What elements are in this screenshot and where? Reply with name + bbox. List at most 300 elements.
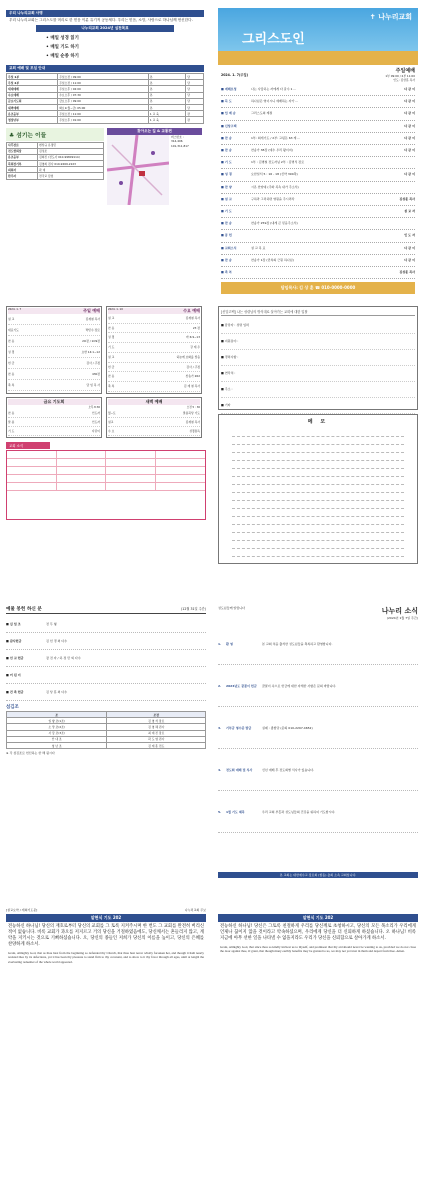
friday-title: 금요 기도회 xyxy=(8,399,100,405)
offering-row xyxy=(6,616,206,633)
offering-type: ■ 어 린 이 xyxy=(6,673,21,677)
offering-row xyxy=(6,650,206,667)
order-content xyxy=(251,267,385,278)
cell-col-leader: 조장 xyxy=(107,712,206,718)
cell-leader: 김 영 혜 권사 xyxy=(107,724,206,730)
memo-line xyxy=(232,453,404,461)
schedule-cell: 주일 2부 xyxy=(7,80,58,86)
worship-value: 마 6:9~13 xyxy=(186,335,200,340)
worship-row xyxy=(8,336,100,347)
footer-banner: 담임목사: 김 상 훈 ☎ 010-0000-0000 xyxy=(221,282,415,294)
prayer-header-right: 나누리교회 주보 xyxy=(184,908,206,912)
worship-row xyxy=(8,369,100,380)
order-content: 설 교 목 표 xyxy=(251,245,266,250)
worship-row xyxy=(8,427,100,436)
cell-row xyxy=(7,742,206,748)
page-6 xyxy=(218,908,418,1194)
mission-text: 우리 나누리교회는 그리스도를 머리로 한 믿음 이룬 유기적 공동체다. 우리는 믿음, 소망, 사랑으로 하나님께 헌신한다. xyxy=(9,18,193,22)
form-row: ■ 지원분야 : xyxy=(221,334,415,350)
page-2-left xyxy=(6,306,206,572)
schedule-cell: 주일 1부 xyxy=(7,74,58,80)
worship-value: 하늘에 보화를 쌓음 xyxy=(176,354,200,359)
order-item: ■ 봉 헌 xyxy=(221,233,232,238)
news-title: 나누리 소식 xyxy=(381,607,418,615)
page-2-right xyxy=(218,306,418,572)
worship-label: 성 경 xyxy=(108,335,115,340)
worship-row xyxy=(108,324,200,334)
memo-line xyxy=(232,525,404,533)
order-content: 1부 : 김병철 전도자님 2부 : 김병식 장로 xyxy=(251,160,305,165)
news-detail: 꿈꿀이 속으로 헌금에 대한 자세한 사항은 문의 바랍니다. xyxy=(262,683,337,688)
order-person: 다 같 이 xyxy=(404,87,415,91)
worship-value: 인도자 xyxy=(91,410,100,415)
schedule-cell: 유초등부 xyxy=(7,111,58,117)
worship-value: 성경통독 xyxy=(189,428,200,433)
news-detail: 본 교회 처음 출석한 성도님들을 축복하고 환영합니다. xyxy=(262,641,333,646)
order-person: 다 같 이 xyxy=(404,99,415,104)
order-content: 찬송가 259장 (내게 큰 믿음주소서) xyxy=(251,221,298,226)
offering-names: 김 상 훈 외 다수 xyxy=(46,690,68,694)
news-num: 4. xyxy=(218,767,222,772)
order-of-worship xyxy=(218,84,418,279)
offering-type: ■ 건 축 헌금 xyxy=(6,690,24,694)
goals-list xyxy=(6,32,204,63)
cell-group: 청 년 조 xyxy=(7,742,107,748)
cell-header: 섬김조 xyxy=(6,705,19,710)
cell-group: 소 망 조(2조) xyxy=(7,724,107,730)
schedule-cell: 주일오후 / 01:00 xyxy=(58,117,149,123)
prayer-korean-2: 전능하신 하나님! 당신은 그토록 친절하게 우리를 당신께로 초청하시고, 당신의 모든 목소리가 우리에게 언제나 끊이지 않을 것이라고 약속하셨으며, 우리에게 당신을 더 신뢰하게 하셨습니다. 오 하나님! 비록 지금에 아무 선한 일을 나타낼 수 없을지라도 우리가 당신을 신뢰함으로 살아가게 하소서. xyxy=(220,924,416,942)
bus-number: 314,406 xyxy=(171,139,183,143)
order-row xyxy=(221,133,415,145)
worship-value: 김재철 목사 xyxy=(85,317,100,321)
map-image xyxy=(107,135,169,205)
wednesday-title: 수요 예배 xyxy=(183,308,200,313)
worship-label: 말 씀 xyxy=(8,419,15,424)
memo-line xyxy=(232,549,404,557)
order-content: 시온 찬양대 (주와 족속 내가 주소서) xyxy=(251,184,299,189)
sunday-date: 2024. 1. 7 xyxy=(8,308,22,311)
worship-row xyxy=(108,372,200,382)
order-item: ■ 기 도 xyxy=(221,209,232,214)
memo-line xyxy=(232,493,404,501)
order-item: ■ 찬 송 xyxy=(221,135,232,140)
memo-line xyxy=(232,469,404,477)
order-row xyxy=(221,145,415,157)
schedule-cell: 관 xyxy=(186,117,204,123)
worship-row xyxy=(108,343,200,353)
service-time: 1부 09:00 / 2부 11:00 xyxy=(385,74,415,78)
order-person xyxy=(385,218,415,229)
worship-value: 김재철 목사 xyxy=(185,316,200,320)
worship-row xyxy=(8,347,100,358)
order-person xyxy=(385,157,415,168)
schedule-cell: 당 xyxy=(186,104,204,110)
order-content xyxy=(251,230,385,241)
server-row xyxy=(7,173,104,179)
worship-row xyxy=(8,358,100,369)
schedule-cell: 수요오후 / 07:30 xyxy=(58,92,149,98)
cross-icon: ✝ xyxy=(369,13,379,21)
goal-item: • 매일 성경 읽기 xyxy=(46,36,79,41)
worship-value: 인도자 xyxy=(91,419,100,424)
server-name: 전국교 담임 xyxy=(38,173,104,179)
server-name: 변상규 유정민 xyxy=(38,142,104,148)
news-item xyxy=(218,749,418,791)
order-row xyxy=(221,267,415,279)
order-item: ■ 교회소식 xyxy=(221,245,237,250)
worship-value: 담 임 목 사 xyxy=(86,383,100,387)
schedule-cell: 주일오전 / 11:00 xyxy=(58,80,149,86)
worship-label: 헌 금 xyxy=(8,361,15,365)
cell-table xyxy=(6,711,206,749)
order-row xyxy=(221,206,415,218)
order-row xyxy=(221,169,415,181)
order-row xyxy=(221,121,415,133)
worship-label: 찬 송 xyxy=(8,410,15,415)
order-item: ■ 찬 송 xyxy=(221,257,232,262)
news-item xyxy=(218,665,418,707)
mission-header: 우리 나누리교회 사명 xyxy=(6,10,204,17)
schedule-row xyxy=(7,117,204,123)
news-num: 1. xyxy=(218,641,222,646)
cell-group: 사 랑 조(3조) xyxy=(7,730,107,736)
news-detail: 우리 교회 부흥과 성도님들의 건강을 위하여 기도합시다. xyxy=(262,809,336,814)
order-content xyxy=(251,121,385,132)
order-content: 찬송가 38장 (예수 우리 왕이여) xyxy=(251,148,293,153)
memo-line xyxy=(232,517,404,525)
form-row: ■ 주소 : xyxy=(221,382,415,398)
news-footer: 본 교회는 대한예수교 장로회 (합동) 총회 소속 교회입니다. xyxy=(218,872,418,878)
offering-header: 교회 소식 xyxy=(6,442,50,449)
order-content: 하나님은 영이시니 예배하는 자가 ... xyxy=(251,99,299,104)
worship-value: 430장 xyxy=(91,372,100,376)
order-content xyxy=(251,206,385,217)
worship-value: 감사 / 주정 xyxy=(86,361,100,365)
schedule-cell: 수요예배 xyxy=(7,92,58,98)
offering-row xyxy=(6,684,206,701)
order-person: 김상훈 목사 xyxy=(399,270,415,275)
news-topic: 전도회 예배 및 식사 xyxy=(226,767,253,772)
server-role: 목회장기부 xyxy=(7,161,38,167)
schedule-cell: 당 xyxy=(186,98,204,104)
banner-title: 그리스도인 xyxy=(242,32,305,47)
offering-row xyxy=(6,667,206,684)
page-5 xyxy=(6,908,206,1194)
order-item: ■ 묵 도 xyxy=(221,99,232,104)
order-person: 김상훈 목사 xyxy=(399,196,415,201)
order-person: 다 같 이 xyxy=(404,245,415,250)
worship-value: 23 장 xyxy=(192,325,200,330)
schedule-cell: 1 교 육 xyxy=(148,111,185,117)
worship-row xyxy=(8,409,100,418)
schedule-cell: 주일오후 / 02:00 xyxy=(58,86,149,92)
worship-label: 찬 송 xyxy=(8,339,15,343)
schedule-cell: 새벽예배 xyxy=(7,104,58,110)
person-icon: ♣ xyxy=(9,132,17,139)
order-person: 다 같 이 xyxy=(404,123,415,128)
prayer-header-left: [설교요약 / 개회기도문] xyxy=(6,908,38,912)
servers-header: ♣ 섬기는 이들 xyxy=(6,128,104,141)
cell-group: 안 내 조 xyxy=(7,736,107,742)
worship-label: 성 경 xyxy=(8,350,15,354)
order-content: 찬송가 1장 (만복의 근원 하나님) xyxy=(251,257,294,262)
worship-label: 설 교 xyxy=(108,316,115,320)
schedule-cell: 당 xyxy=(186,74,204,80)
goal-item: • 매일 기도 하기 xyxy=(46,45,79,50)
form-row: ■ 담당자 : 성명 입력 xyxy=(221,318,415,334)
order-item: ■ 축 복 xyxy=(221,270,232,275)
order-row xyxy=(221,230,415,242)
offering-grid xyxy=(6,450,206,520)
order-row xyxy=(221,194,415,206)
worship-label: 찬 송 xyxy=(8,372,15,376)
news-topic: 1월 기도 제목 xyxy=(226,809,245,814)
server-name: 곽 대 xyxy=(38,167,104,173)
worship-row xyxy=(108,363,200,373)
schedule-table xyxy=(6,73,204,124)
offering-type: ■ 감사헌금 xyxy=(6,639,22,643)
friday-time: 오후 8:30 xyxy=(88,405,100,409)
order-person: 인 도 자 xyxy=(404,233,415,238)
news-date: (2024년 1월 7일 주간) xyxy=(386,616,418,620)
worship-row xyxy=(108,314,200,324)
location-header: 찾아오는 길 & 교통편 xyxy=(107,128,202,135)
schedule-cell: 본 xyxy=(148,80,185,86)
schedule-cell: 본 xyxy=(148,74,185,80)
order-content: 요한일서 5 : 16 - 18 (신약 390쪽) xyxy=(251,172,298,177)
order-row xyxy=(221,157,415,169)
wednesday-date: 2024. 1. 10 xyxy=(108,308,123,311)
cell-col-group: 조 xyxy=(7,712,107,718)
offering-names xyxy=(46,667,206,683)
worship-row xyxy=(8,314,100,325)
worship-label: 기 도 xyxy=(108,345,115,350)
schedule-cell: 대대예배 xyxy=(7,86,58,92)
memo-line xyxy=(232,437,404,445)
worship-value: 강 재 우 xyxy=(190,345,200,350)
page-4 xyxy=(218,606,418,880)
worship-value: 감사 / 주정 xyxy=(186,364,200,369)
offering-names: 김 선 경 외 다수 xyxy=(46,639,68,643)
news-header-left: 성도님들께 알립니다 xyxy=(218,606,246,610)
worship-row xyxy=(108,382,200,392)
order-person: 다 같 이 xyxy=(404,257,415,262)
order-person: 설 교 자 xyxy=(404,209,415,214)
cell-group: 일 향 조(1조) xyxy=(7,718,107,724)
order-content: 그리스도의 계절 xyxy=(251,111,273,116)
form-header: [신앙고백] 나는 성령님의 방식대로 살아가는 교회에 대한 입찰 xyxy=(221,309,415,316)
offering-date: (12월 31일 주간) xyxy=(181,607,206,611)
worship-label: 축 복 xyxy=(8,383,15,387)
page-1-right xyxy=(218,8,418,296)
memo-line xyxy=(232,501,404,509)
offering-type: ■ 십 일 조 xyxy=(6,622,21,626)
worship-value: 김 재 철 목사 xyxy=(183,383,200,388)
news-num: 3. xyxy=(218,725,222,730)
worship-value: 말씀묵상 기도 xyxy=(182,410,200,415)
order-item: ■ 신앙고백 xyxy=(221,123,237,128)
memo-line xyxy=(232,477,404,485)
schedule-cell: 화요1(월~금) 05:00 xyxy=(58,104,149,110)
goal-item: • 매일 순종 하기 xyxy=(46,54,79,59)
order-row xyxy=(221,96,415,108)
cell-leader: 김 영 석 장로 xyxy=(107,718,206,724)
form-row: ■ 경력사항 : xyxy=(221,350,415,366)
worship-value: 2O장 / 1O9장 xyxy=(82,339,100,343)
order-item: ■ 찬 송 xyxy=(221,148,232,153)
servers-table xyxy=(6,142,104,180)
schedule-cell: 관 xyxy=(186,111,204,117)
news-topic: 환 영 xyxy=(226,641,233,646)
news-item xyxy=(218,707,418,749)
server-name: 김희진 (전도사 010-99809114) xyxy=(38,154,104,160)
order-person: 다 같 이 xyxy=(404,172,415,177)
order-row xyxy=(221,108,415,120)
prayer-korean: 전능하신 하나님! 당신의 재호로부터 당신의 교회를 그 토록 지켜주시며 한 번도 그 교회를 완전히 버리신 적이 없습니다. 비록 교회가 과오를 저지르고 거의 당신을 거절하였음에도, 당신께서는 흔들리지 않고, 계약을 지키시는 것으로 기뻐하셨습니다. 오, 당신의 종들인 저희가 당신의 이름을 높이고, 당신의 은혜를 찬양하게 하소서. xyxy=(8,924,204,948)
order-item: ■ 예배로청 xyxy=(221,87,237,91)
news-topic: 기부금 영수증 발급 xyxy=(226,725,252,730)
preacher: 인도: 김상훈 목사 xyxy=(393,78,415,82)
schedule-cell: 본 xyxy=(148,104,185,110)
order-row xyxy=(221,182,415,194)
bus-number: 101,311,817 xyxy=(171,143,189,148)
schedule-cell: 당 xyxy=(186,86,204,92)
order-row xyxy=(221,218,415,230)
order-content: 나는 사랑하는 자에게 다 갈수 1 ... xyxy=(251,87,297,91)
offering-names: 전 무 형 xyxy=(46,622,57,626)
order-item: ■ 성 경 xyxy=(221,172,232,177)
server-name: 김영희 권사 010-9269-2223 xyxy=(38,161,104,167)
worship-value: 박민수 장로 xyxy=(85,328,100,332)
worship-label: 헌 금 xyxy=(108,364,115,369)
cell-leader: 김 재 훈 전도 xyxy=(107,742,206,748)
schedule-cell: 청장년부 xyxy=(7,117,58,123)
schedule-cell: 본 xyxy=(148,92,185,98)
server-role: 한주자 xyxy=(7,173,38,179)
page-3 xyxy=(6,606,206,880)
schedule-cell: 주일오전 / 09:00 xyxy=(58,74,149,80)
sunday-title: 주일 예배 xyxy=(83,308,100,313)
offering-names: 장 전 자 / 하 정 만 외 다수 xyxy=(46,656,81,660)
news-num: 2. xyxy=(218,683,222,688)
order-content: 구하라 그리하면 영원을 주시리라 xyxy=(251,196,295,201)
worship-label: 축 복 xyxy=(108,383,115,388)
worship-row xyxy=(8,418,100,427)
order-row xyxy=(221,243,415,255)
cell-leader: 최 예 진 장로 xyxy=(107,730,206,736)
prayer-title-2: 알현식 기도 202 xyxy=(218,914,418,922)
page-1-left xyxy=(6,8,204,296)
schedule-cell: 당 xyxy=(186,80,204,86)
news-detail: 실제 : 종합당 (문의 010-2297-4652) xyxy=(262,725,313,730)
memo-line xyxy=(232,541,404,549)
order-item: ■ 찬 양 xyxy=(221,184,232,189)
schedule-cell: 주일오전 / 11:00 xyxy=(58,111,149,117)
worship-label: 월~토 xyxy=(108,410,116,415)
worship-value: 다같이 xyxy=(91,428,100,433)
prayer-english: Grant, Almighty God, that as thou hast from the beginning so defended thy Church, that thou hast never wholly forsaken her, and though it hath nearly resisted thee by its defections, yet it has been thy pleasure to stand firm to thy covenant, and to show to it thy favor through all ages, until at length the everlasting redeemer of the whole world appeared. xyxy=(8,951,204,964)
worship-label: 대표기도 xyxy=(8,328,19,332)
worship-label: 수 요 xyxy=(108,428,115,433)
worship-value: 김재철 목사 xyxy=(185,419,200,424)
church-logo: ✝ 나누리교회 xyxy=(369,13,412,21)
order-item: ■ 입 례 송 xyxy=(221,111,236,116)
worship-label: 기 도 xyxy=(8,428,15,433)
news-detail: 신년 예배 후 전도회별 식사가 있습니다. xyxy=(262,767,315,772)
order-item: ■ 찬 송 xyxy=(221,221,232,226)
order-row xyxy=(221,255,415,267)
memo-title: 메 모 xyxy=(307,419,329,425)
offering-type: ■ 선 교 헌금 xyxy=(6,656,24,660)
bus-label: 버스번호 : xyxy=(171,134,184,139)
schedule-header: 교회 예배 및 모임 안내 xyxy=(6,65,204,72)
memo-line xyxy=(232,509,404,517)
worship-row xyxy=(108,427,200,436)
news-item xyxy=(218,623,418,665)
order-person: 다 같 이 xyxy=(404,111,415,116)
memo-line xyxy=(232,533,404,541)
cell-note: ※ 각 섬김조로 헌신하는 한 해 됩시다 xyxy=(6,751,55,756)
schedule-cell: 금요오후 / 09:00 xyxy=(58,98,149,104)
schedule-cell: 금요기도회 xyxy=(7,98,58,104)
news-topic: 2024년도 꿈꿀이 헌금 xyxy=(226,683,257,688)
schedule-cell: 본 xyxy=(148,86,185,92)
memo-line xyxy=(232,461,404,469)
prayer-title: 알현식 기도 202 xyxy=(6,914,206,922)
bulletin-date: 2024. 1. 7(주일) xyxy=(221,73,249,77)
news-item xyxy=(218,791,418,833)
worship-value: 요한 14:1~12 xyxy=(81,350,100,354)
order-person: 다 같 이 xyxy=(404,135,415,140)
worship-row xyxy=(108,353,200,363)
worship-label: 설 교 xyxy=(108,354,115,359)
worship-row xyxy=(8,380,100,391)
server-name: 김성조 xyxy=(38,148,104,154)
service-title: 주일예배 xyxy=(395,68,415,74)
order-content: 1부: 회개기도 / 2부: 고린돈 63 계 ... xyxy=(251,135,301,140)
order-person xyxy=(385,182,415,193)
goals-header: 나누리교회 2024년 실천목표 xyxy=(36,25,174,32)
schedule-cell: 당 xyxy=(186,92,204,98)
worship-label: 찬 송 xyxy=(108,374,115,379)
dawn-time: 오전 5 : 30 xyxy=(186,405,200,409)
server-role: 사무장로 xyxy=(7,142,38,148)
form-row: ■ 기타 xyxy=(221,398,415,414)
memo-line xyxy=(232,445,404,453)
order-row xyxy=(221,84,415,96)
memo-line xyxy=(232,485,404,493)
worship-row xyxy=(8,325,100,336)
dawn-title: 새벽 예배 xyxy=(108,399,200,405)
worship-row xyxy=(108,409,200,418)
memo-line xyxy=(232,429,404,437)
order-item: ■ 기 도 xyxy=(221,160,232,165)
form-row: ■ 연락처 : xyxy=(221,366,415,382)
schedule-cell: 본 xyxy=(148,98,185,104)
worship-label: 설교 xyxy=(108,419,114,424)
offering-title: 예물 봉헌 하신 분 xyxy=(6,607,42,612)
server-role: 외회자 xyxy=(7,167,38,173)
banner xyxy=(218,8,418,65)
worship-label: 찬 송 xyxy=(108,325,115,330)
worship-label: 설 교 xyxy=(8,317,15,321)
worship-row xyxy=(108,333,200,343)
prayer-english-2: Grant, Almighty God, that since thou so kindly invitest us to thyself, and promisest that thy aid should never be wanting to us, provided we do not close the door against thee, O grant, that though many earthly benefits may be granted to us, we may not yet trust in them and depart from thee. Amen. xyxy=(220,945,416,954)
offering-row xyxy=(6,633,206,650)
server-role: 유초등부 xyxy=(7,154,38,160)
server-role: 전도협회장 xyxy=(7,148,38,154)
